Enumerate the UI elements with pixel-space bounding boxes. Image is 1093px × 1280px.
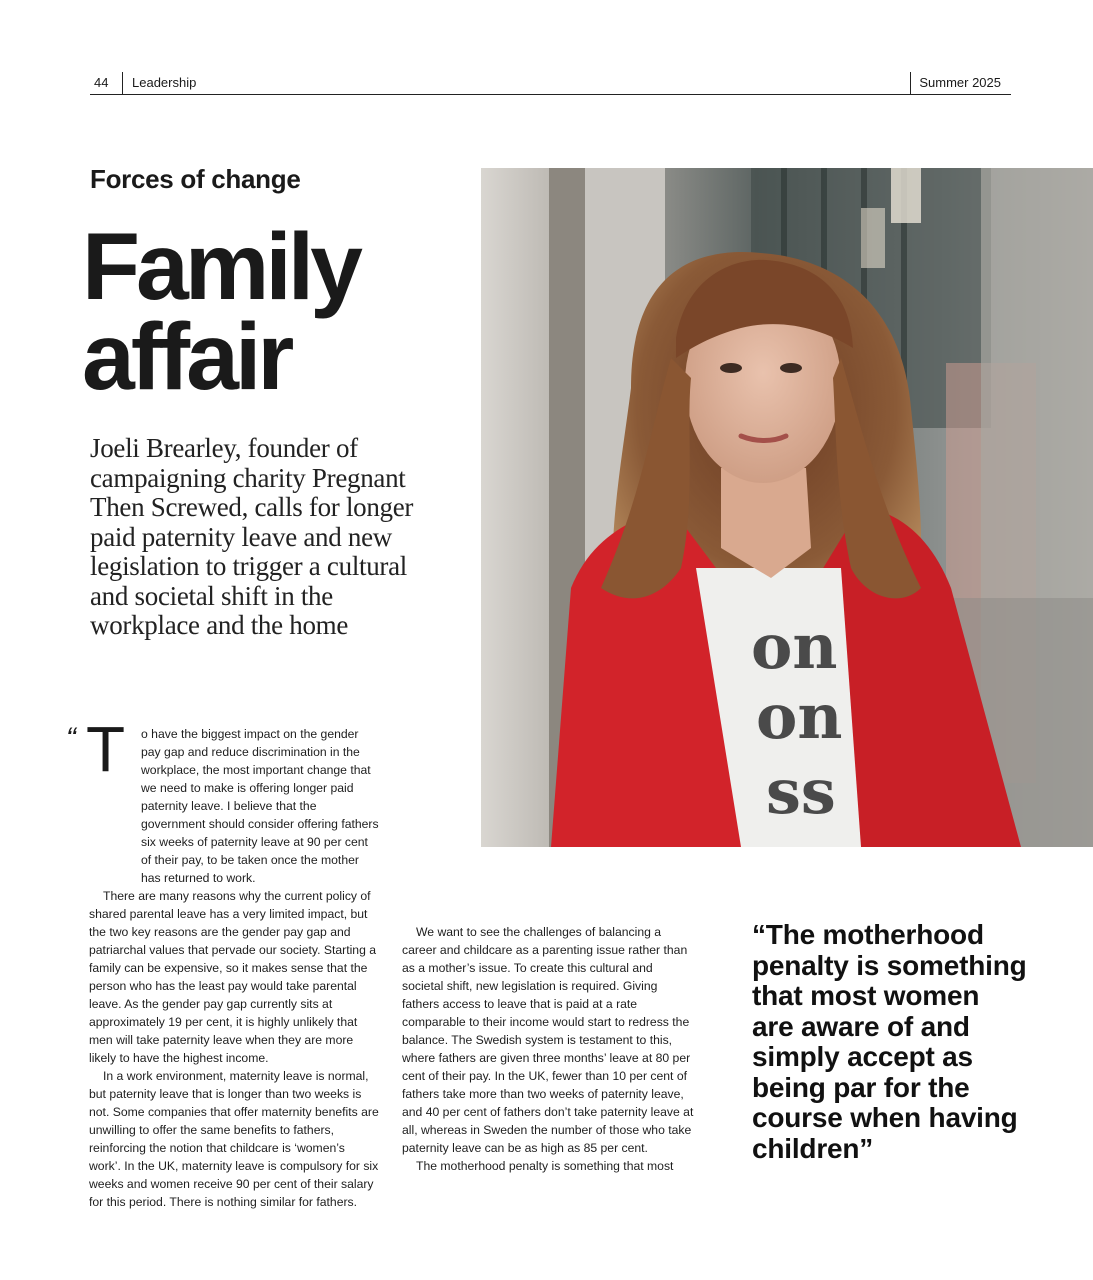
issue-date: Summer 2025 [919, 75, 1001, 90]
standfirst: Joeli Brearley, founder of campaigning charity Pregnant Then Screwed, calls for longer paid paternity leave and new legislation to trigger a cultural and societal shift in the workplace and the home [90, 433, 414, 640]
headline-line: affair [82, 304, 291, 410]
page-number: 44 [94, 75, 109, 90]
headline-line: Family [82, 214, 359, 320]
tshirt-text: on [751, 610, 838, 683]
body-paragraph: o have the biggest impact on the gender pay gap and reduce discrimination in the workplace, the most important change that we need to make is offering longer paid paternity leave. I believe that the government should consider offering fathers six weeks of paternity leave at 90 per cent of their pay, to be taken once the mother has returned to work. [141, 727, 379, 885]
body-paragraph: In a work environment, maternity leave is normal, but paternity leave that is longer than two weeks is not. Some companies that offer maternity benefits are unwilling to offer the same benefits to fathers, reinforcing the notion that childcare is ‘women’s work’. In the UK, maternity leave is compulsory for six weeks and women receive 90 per cent of their salary for this period. There is nothing similar for fathers. [89, 1069, 379, 1209]
kicker: Forces of change [90, 164, 301, 194]
body-column-2 [402, 923, 694, 1175]
body-paragraph: There are many reasons why the current policy of shared parental leave has a very limited impact, but the two key reasons are the gender pay gap and patriarchal values that pervade our society. Starting a family can be expensive, so it makes sense that the person who has the least pay would take parental leave. As the gender pay gap currently sits at approximately 19 per cent, it is highly unlikely that men will take paternity leave when they are more likely to have the highest income. [89, 889, 377, 1065]
body-column-1 [89, 725, 379, 1211]
tshirt-text: ss [766, 755, 836, 828]
drop-cap-letter: T [86, 713, 126, 785]
drop-cap-quote: “ [66, 722, 76, 755]
section-name: Leadership [132, 75, 197, 90]
header-divider [910, 72, 911, 94]
page-header [90, 70, 1011, 95]
pull-quote: “The motherhood penalty is something that most women are aware of and simply accept as being par for the course when having children” [752, 919, 1027, 1164]
headline [82, 214, 472, 410]
body-paragraph: The motherhood penalty is something that most [416, 1159, 674, 1173]
portrait-photo [481, 168, 1093, 847]
tshirt-text: on [756, 680, 843, 753]
body-paragraph: We want to see the challenges of balancing a career and childcare as a parenting issue rather than as a mother’s issue. To create this cultural and societal shift, new legislation is required. Giving fathers access to leave that is paid at a rate comparable to their income would start to redress the balance. The Swedish system is testament to this, where fathers are given three months’ leave at 80 per cent of their pay. In the UK, fewer than 10 per cent of fathers take more than two weeks of paternity leave, and 40 per cent of fathers don’t take paternity leave at all, whereas in Sweden the number of those who take paternity leave can be as high as 85 per cent. [402, 925, 694, 1155]
header-divider [122, 72, 123, 94]
